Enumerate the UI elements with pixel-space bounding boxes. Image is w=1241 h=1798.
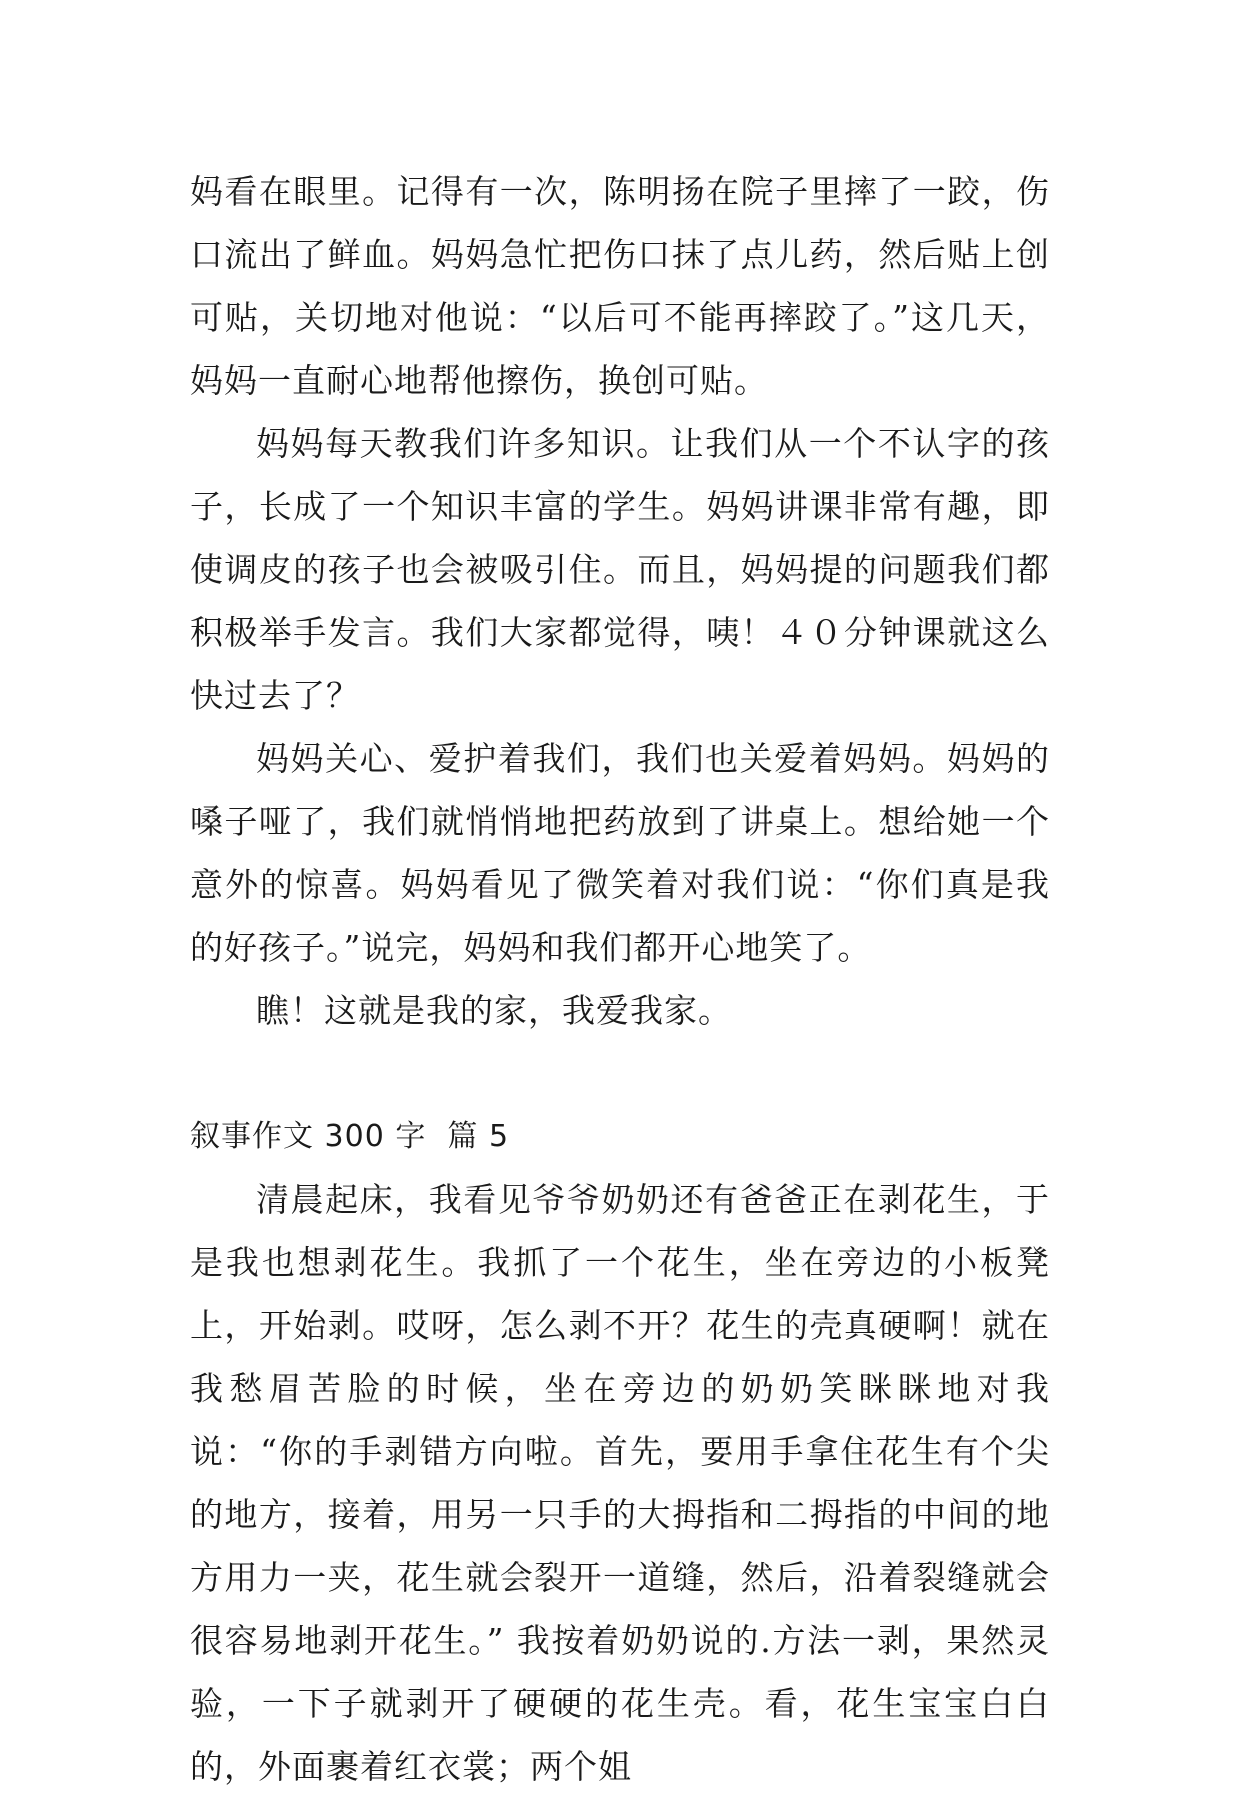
paragraph-caring: 妈妈关心、爱护着我们，我们也关爱着妈妈。妈妈的嗓子哑了，我们就悄悄地把药放到了讲桌上。想给她一个意外的惊喜。妈妈看见了微笑着对我们说：“你们真是我的好孩子。”说完，妈妈和我们都开心地笑了。 bbox=[190, 739, 1050, 967]
paragraph-teaching: 妈妈每天教我们许多知识。让我们从一个不认字的孩子，长成了一个知识丰富的学生。妈妈讲课非常有趣，即使调皮的孩子也会被吸引住。而且，妈妈提的问题我们都积极举手发言。我们大家都觉得，咦！４０分钟课就这么快过去了？ bbox=[190, 424, 1050, 715]
paragraph-peanuts: 清晨起床，我看见爷爷奶奶还有爸爸正在剥花生，于是我也想剥花生。我抓了一个花生，坐在旁边的小板凳上，开始剥。哎呀，怎么剥不开？花生的壳真硬啊！就在我愁眉苦脸的时候，坐在旁边的奶奶笑眯眯地对我说：“你的手剥错方向啦。首先，要用手拿住花生有个尖的地方，接着，用另一只手的大拇指和二拇指的中间的地方用力一夹，花生就会裂开一道缝，然后，沿着裂缝就会很容易地剥开花生。” 我按着奶奶说的.方法一剥，果然灵验，一下子就剥开了硬硬的花生壳。看，花生宝宝白白的，外面裹着红衣裳；两个姐 bbox=[190, 1180, 1050, 1786]
paragraph-continuation: 妈看在眼里。记得有一次，陈明扬在院子里摔了一跤，伤口流出了鲜血。妈妈急忙把伤口抹了点儿药，然后贴上创可贴，关切地对他说：“以后可不能再摔跤了。”这几天，妈妈一直耐心地帮他擦伤，换创可贴。 bbox=[190, 172, 1050, 400]
section-heading: 叙事作文 300 字 篇 5 bbox=[190, 1119, 510, 1154]
document-body bbox=[190, 160, 1050, 1798]
paragraph-closing: 瞧！这就是我的家，我爱我家。 bbox=[256, 991, 732, 1030]
